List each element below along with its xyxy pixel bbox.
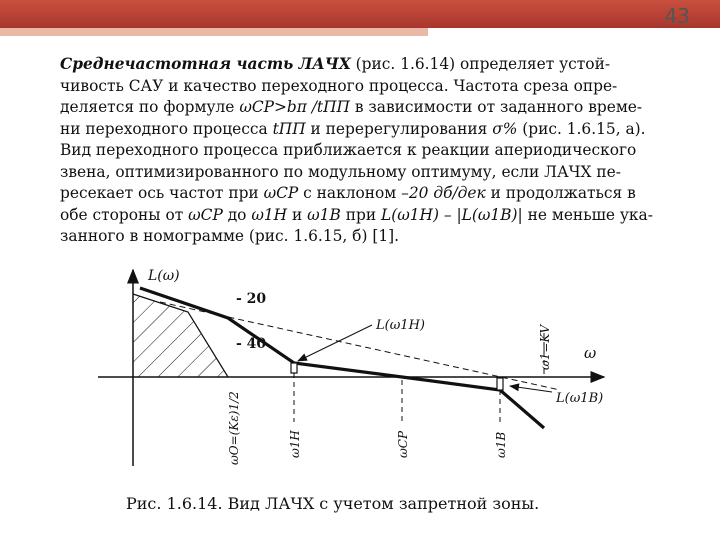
paragraph-line-6: звена, оптимизированного по модульному оптимуму, если ЛАЧХ пе- <box>60 162 621 181</box>
y-axis-label: L(ω) <box>148 268 180 284</box>
paragraph-line-7: ресекает ось частот при ωCP с наклоном –20 дб/дек и продолжаться в <box>60 184 636 202</box>
label-L-w1h: L(ω1H) <box>376 318 425 333</box>
slope-minus20-label: - 20 <box>236 291 267 307</box>
paragraph-line-4: ни переходного процесса tПП и перерегулирования σ% (рис. 1.6.15, а). <box>60 119 646 138</box>
pointer-L-w1h <box>298 325 372 361</box>
label-L-w1b: L(ω1B) <box>556 391 604 406</box>
figure-caption: Рис. 1.6.14. Вид ЛАЧХ с учетом запретной зоны. <box>126 494 540 513</box>
label-w1-kv: ω1=KV <box>538 324 552 370</box>
page-number: 43 <box>664 4 690 28</box>
paragraph-line-5: Вид переходного процесса приближается к реакции апериодического <box>60 141 637 159</box>
marker-w1b <box>497 378 503 390</box>
x-axis-label: ω <box>584 344 597 362</box>
paragraph-line-9: занного в номограмме (рис. 1.6.15, б) [1]. <box>60 227 400 245</box>
paragraph-line-1: Среднечастотная часть ЛАЧХ (рис. 1.6.14) определяет устой- <box>60 55 611 73</box>
label-wcp: ωCP <box>396 430 410 458</box>
label-w1h: ω1H <box>288 430 302 458</box>
paragraph-line-2: чивость САУ и качество переходного процесса. Частота среза опре- <box>60 76 618 95</box>
label-w0: ωO=(Kε)1/2 <box>227 391 241 465</box>
slope-minus40-label: - 40 <box>236 336 267 352</box>
marker-w1h <box>291 363 297 373</box>
paragraph-line-3: деляется по формуле ωCP>bπ /tПП в зависимости от заданного време- <box>60 98 643 116</box>
paragraph-line-8: обе стороны от ωCP до ω1H и ω1B при L(ω1H) – |L(ω1B)| не меньше ука- <box>60 205 653 224</box>
label-w1b: ω1B <box>494 431 508 458</box>
